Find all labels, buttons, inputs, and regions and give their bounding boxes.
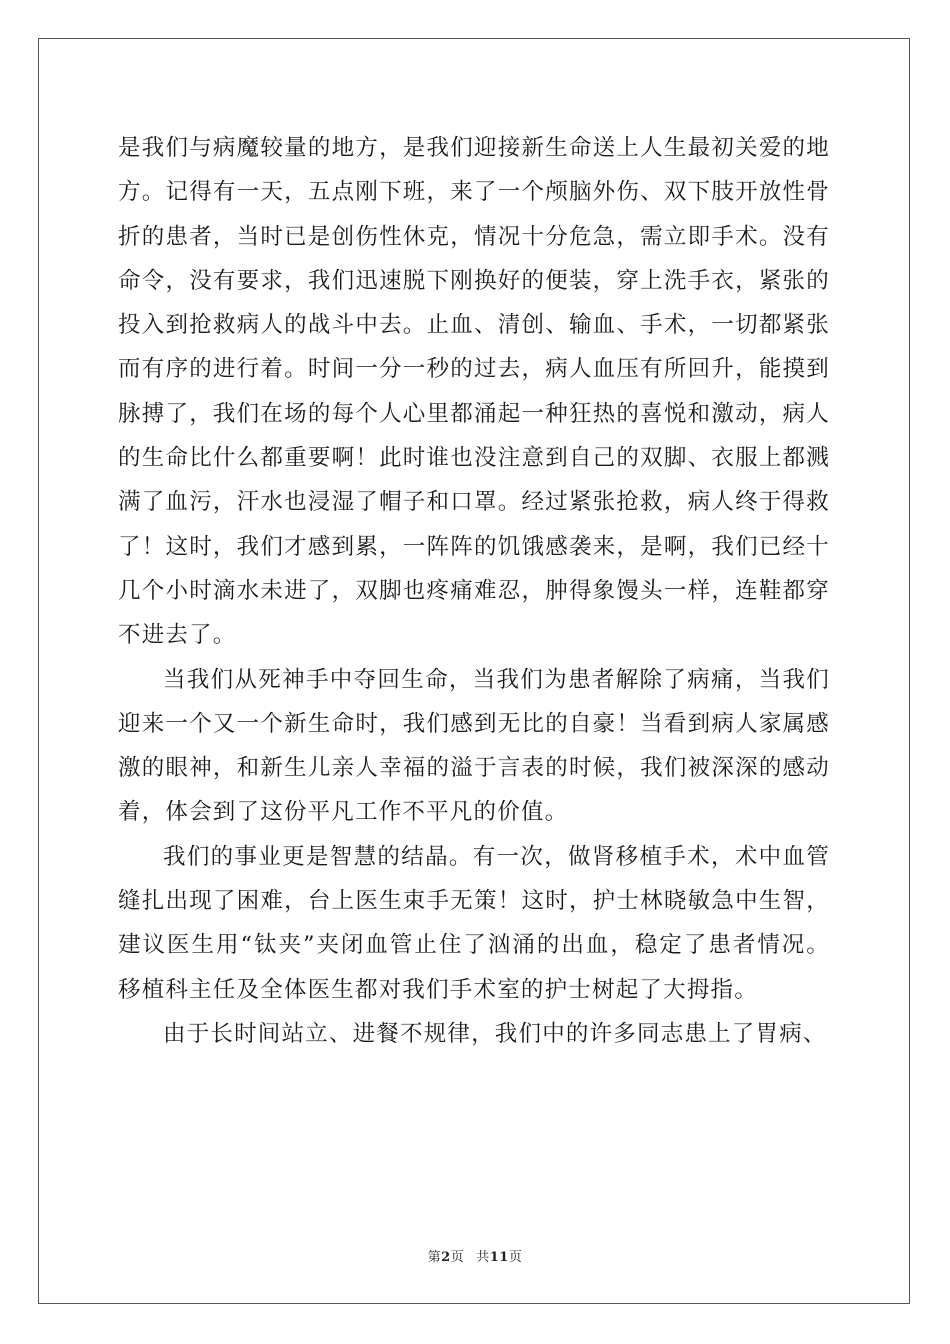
- page-footer: [0, 1246, 950, 1265]
- document-body: [118, 126, 830, 1056]
- paragraph-4: 由于长时间站立、进餐不规律，我们中的许多同志患上了胃病、: [163, 1020, 827, 1047]
- total-prefix: 共: [476, 1250, 490, 1265]
- page-prefix: 第: [427, 1250, 442, 1265]
- paragraph-2: 当我们从死神手中夺回生命，当我们为患者解除了病痛，当我们迎来一个又一个新生命时，我们感到无比的自豪！当看到病人家属感激的眼神，和新生儿亲人幸福的溢于言表的时候，我们被深深的感动着，体会到了这份平凡工作不平凡的价值。: [118, 666, 830, 826]
- total-pages: 11: [489, 1250, 509, 1265]
- page-suffix: 页: [450, 1250, 465, 1265]
- page-number: 2: [441, 1250, 451, 1265]
- paragraph-1: 是我们与病魔较量的地方，是我们迎接新生命送上人生最初关爱的地方。记得有一天，五点刚下班，来了一个颅脑外伤、双下肢开放性骨折的患者，当时已是创伤性休克，情况十分危急，需立即手术。没有命令，没有要求，我们迅速脱下刚换好的便装，穿上洗手衣，紧张的投入到抢救病人的战斗中去。止血、清创、输血、手术，一切都紧张而有序的进行着。时间一分一秒的过去，病人血压有所回升，能摸到脉搏了，我们在场的每个人心里都涌起一种狂热的喜悦和激动，病人的生命比什么都重要啊！此时谁也没注意到自己的双脚、衣服上都溅满了血污，汗水也浸湿了帽子和口罩。经过紧张抢救，病人终于得救了！这时，我们才感到累，一阵阵的饥饿感袭来，是啊，我们已经十几个小时滴水未进了，双脚也疼痛难忍，肿得象馒头一样，连鞋都穿不进去了。: [118, 135, 830, 649]
- total-suffix: 页: [508, 1250, 523, 1265]
- paragraph-3: 我们的事业更是智慧的结晶。有一次，做肾移植手术，术中血管缝扎出现了困难，台上医生束手无策！这时，护士林晓敏急中生智，建议医生用“钛夹”夹闭血管止住了汹涌的出血，稳定了患者情况。移植科主任及全体医生都对我们手术室的护士树起了大拇指。: [118, 843, 830, 1003]
